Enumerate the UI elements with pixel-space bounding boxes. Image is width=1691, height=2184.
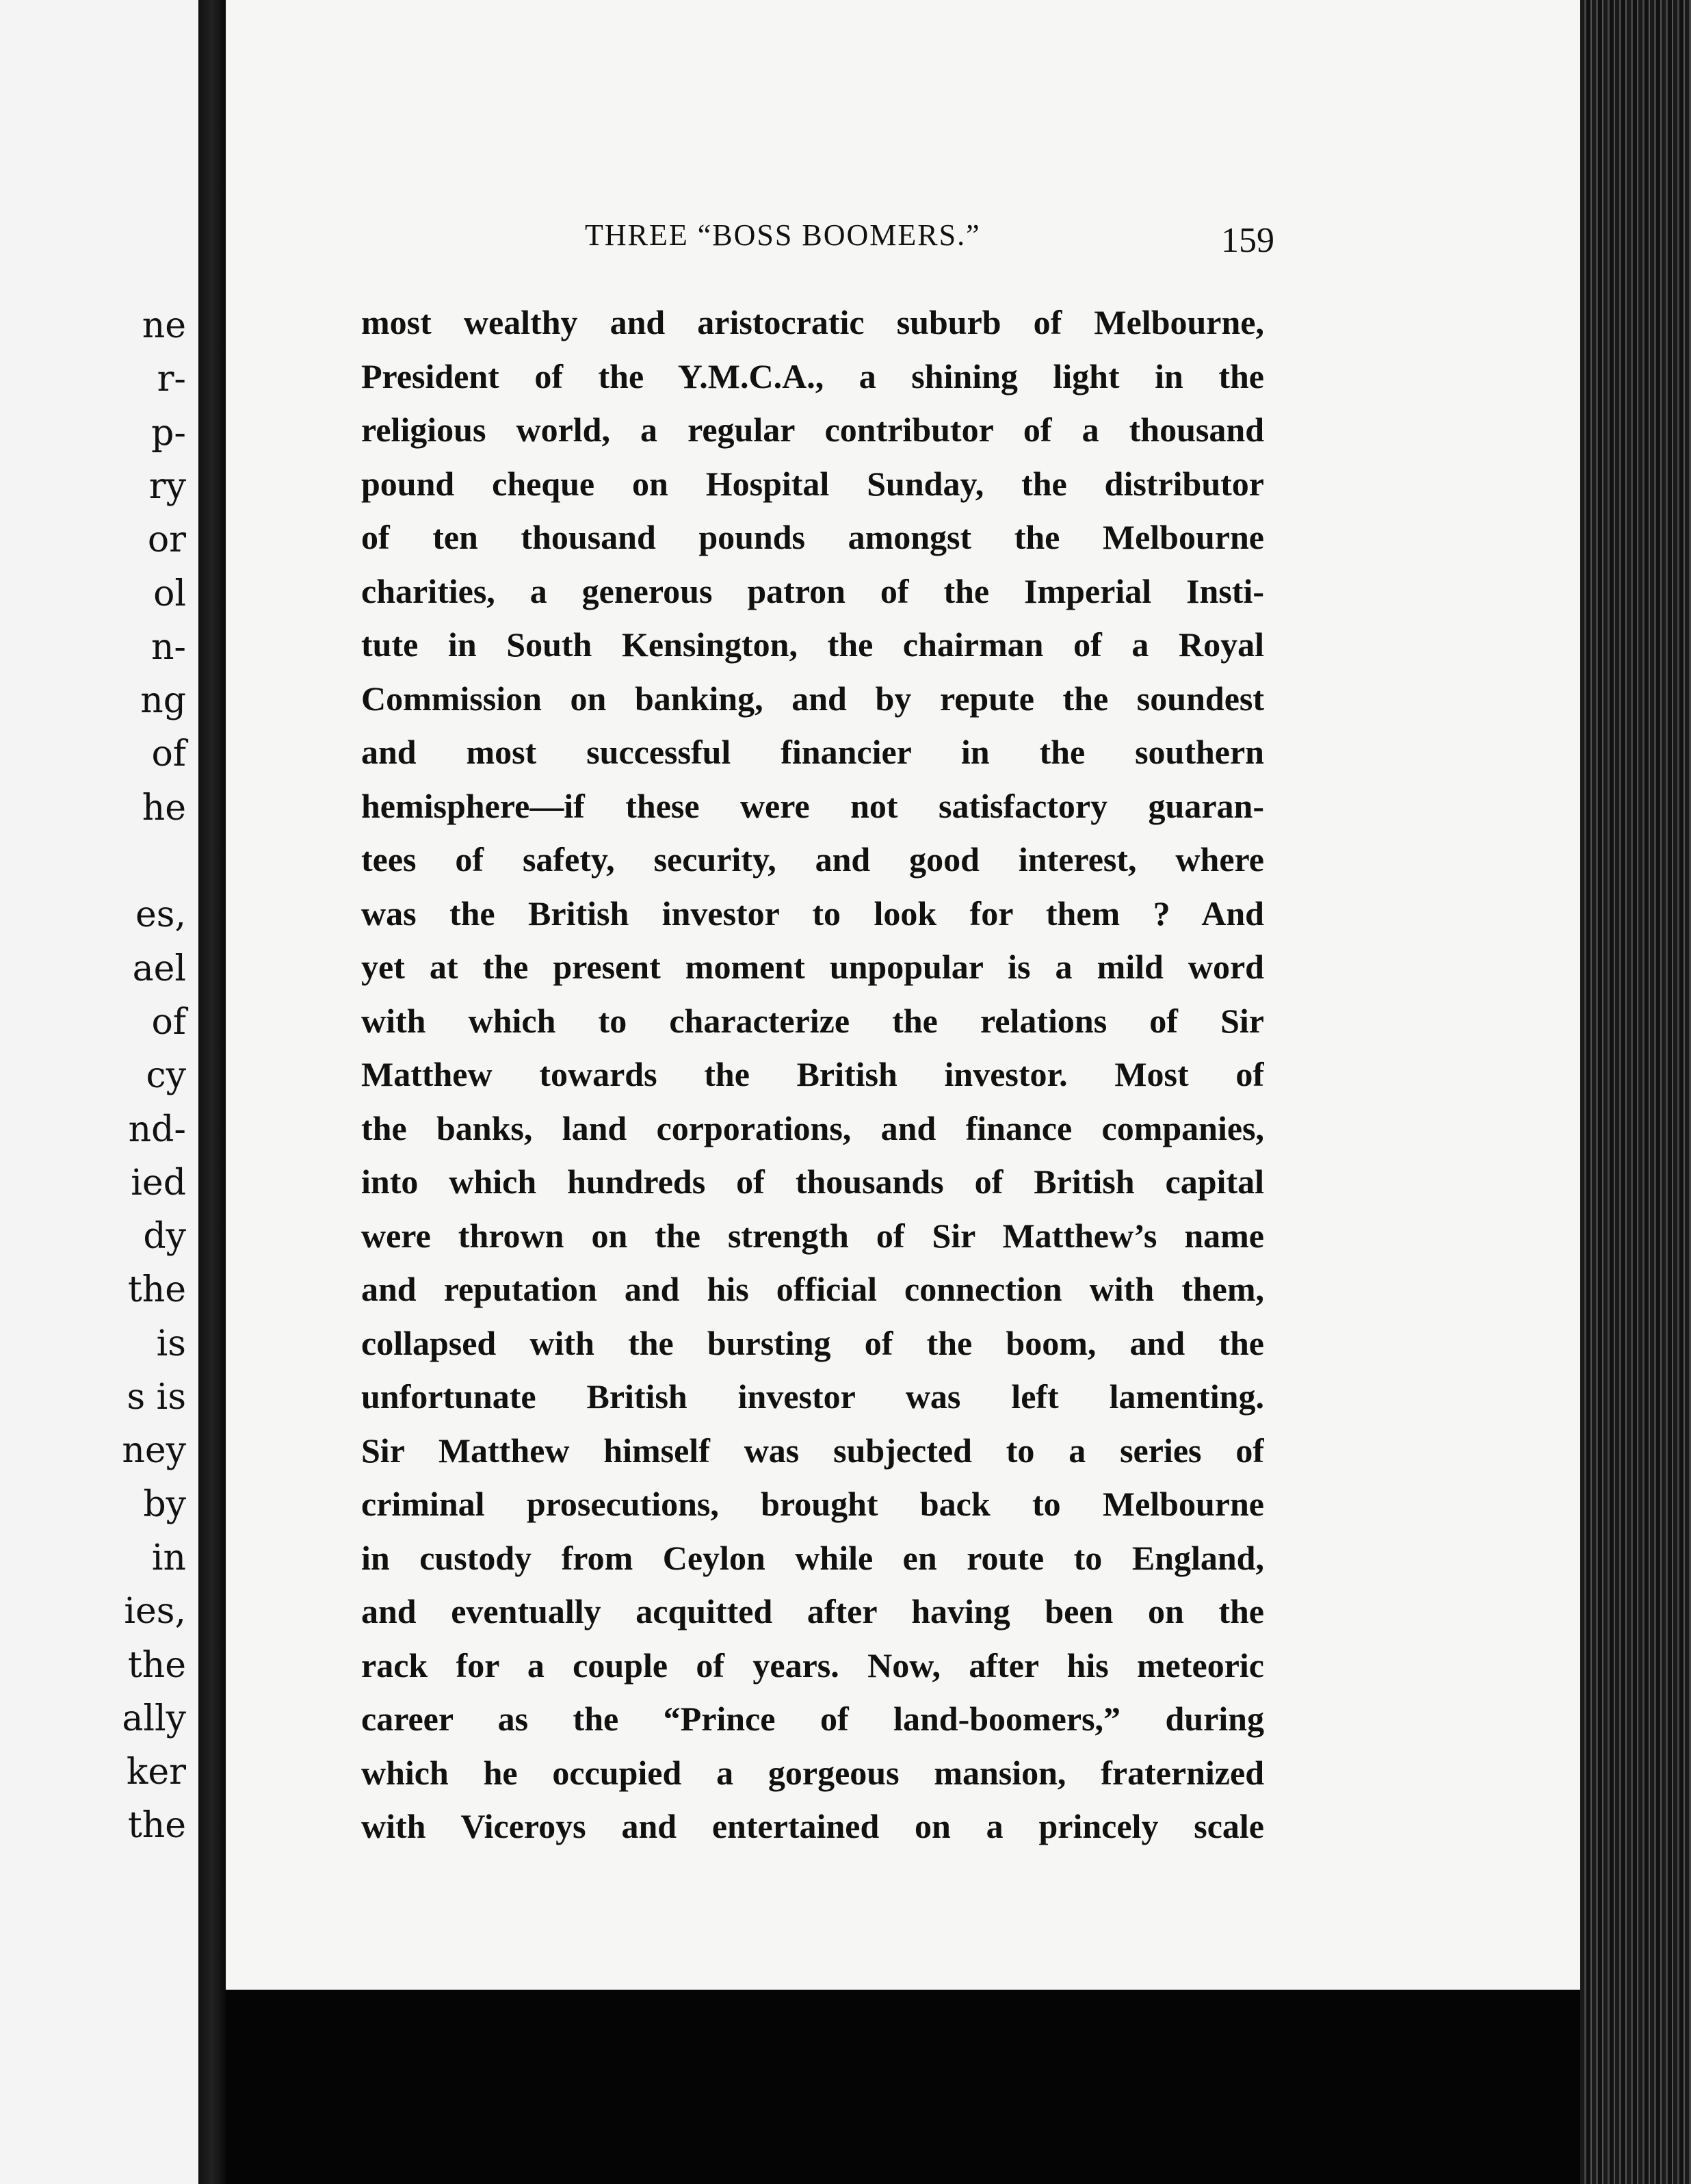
text-line: tees of safety, security, and good interest, where [361, 840, 1264, 879]
left-page-fragment: dy [143, 1216, 186, 1258]
left-page-fragment: the [127, 1805, 186, 1847]
text-line: religious world, a regular contributor of a thousand [361, 411, 1264, 449]
left-page-fragment: p- [151, 412, 186, 454]
left-page-fragment: nd- [128, 1108, 186, 1150]
text-line: hemisphere—if these were not satisfactory guaran- [361, 786, 1264, 825]
left-page-fragment: or [147, 519, 186, 561]
body-text [361, 296, 1264, 1854]
left-page-fragment: in [151, 1537, 186, 1578]
text-line: charities, a generous patron of the Imperial Insti- [361, 571, 1264, 610]
text-line: rack for a couple of years. Now, after his meteoric [361, 1646, 1264, 1685]
text-line: yet at the present moment unpopular is a mild word [361, 948, 1264, 986]
book-gutter [198, 0, 226, 2184]
scan-bottom-border [226, 1990, 1580, 2184]
text-line: Sir Matthew himself was subjected to a series of [361, 1431, 1264, 1470]
text-line: pound cheque on Hospital Sunday, the distributor [361, 464, 1264, 503]
left-page-fragment: ol [153, 573, 186, 614]
running-head: THREE “BOSS BOOMERS.” [585, 218, 981, 252]
text-line: and most successful financier in the southern [361, 733, 1264, 771]
left-page-fragment: ng [140, 680, 186, 722]
text-line: was the British investor to look for them ? And [361, 894, 1264, 933]
left-page-fragment: s is [127, 1377, 186, 1418]
text-line: of ten thousand pounds amongst the Melbourne [361, 518, 1264, 556]
text-line: Matthew towards the British investor. Most of [361, 1055, 1264, 1093]
left-page-fragment: the [127, 1644, 186, 1686]
page-number: 159 [1221, 221, 1274, 260]
left-page-fragment: ker [126, 1752, 186, 1793]
text-line: were thrown on the strength of Sir Matthew’s name [361, 1216, 1264, 1255]
text-line: the banks, land corporations, and finance companies, [361, 1108, 1264, 1147]
text-line: career as the “Prince of land-boomers,” during [361, 1700, 1264, 1738]
text-line: in custody from Ceylon while en route to England, [361, 1538, 1264, 1577]
left-page-fragment: he [142, 787, 186, 829]
left-page-fragment: ies, [124, 1591, 186, 1633]
left-page-fragment: ael [132, 948, 186, 989]
text-line: tute in South Kensington, the chairman of a Royal [361, 625, 1264, 664]
previous-page-sliver [0, 0, 198, 2184]
text-line: unfortunate British investor was left lamenting. [361, 1377, 1264, 1416]
text-line: President of the Y.M.C.A., a shining light in the [361, 356, 1264, 395]
left-page-fragment: of [151, 1001, 186, 1043]
left-page-fragment: es, [135, 894, 186, 936]
left-page-fragment: the [127, 1269, 186, 1311]
text-line: and eventually acquitted after having been on the [361, 1592, 1264, 1630]
left-page-fragment: ne [142, 305, 186, 346]
text-line: into which hundreds of thousands of British capital [361, 1162, 1264, 1201]
left-page-fragment: ally [122, 1698, 186, 1739]
left-page-fragment: ney [122, 1430, 186, 1472]
left-page-fragment: ied [131, 1162, 186, 1204]
text-line: most wealthy and aristocratic suburb of Melbourne, [361, 303, 1264, 341]
left-page-fragment: is [156, 1323, 186, 1364]
left-page-fragment: r- [157, 359, 186, 400]
left-page-fragment: n- [150, 626, 186, 668]
text-line: with which to characterize the relations of Sir [361, 1001, 1264, 1040]
left-page-fragment: of [151, 733, 186, 775]
text-line: Commission on banking, and by repute the soundest [361, 679, 1264, 718]
left-page-fragment: ry [148, 465, 186, 507]
text-line: with Viceroys and entertained on a princely scale [361, 1807, 1264, 1845]
page-edges [1580, 0, 1691, 2184]
text-line: and reputation and his official connection with them, [361, 1270, 1264, 1308]
left-page-fragment: by [143, 1483, 186, 1525]
left-page-fragment: cy [146, 1055, 186, 1097]
text-line: which he occupied a gorgeous mansion, fraternized [361, 1753, 1264, 1792]
text-line: collapsed with the bursting of the boom, and the [361, 1323, 1264, 1362]
text-line: criminal prosecutions, brought back to Melbourne [361, 1485, 1264, 1523]
